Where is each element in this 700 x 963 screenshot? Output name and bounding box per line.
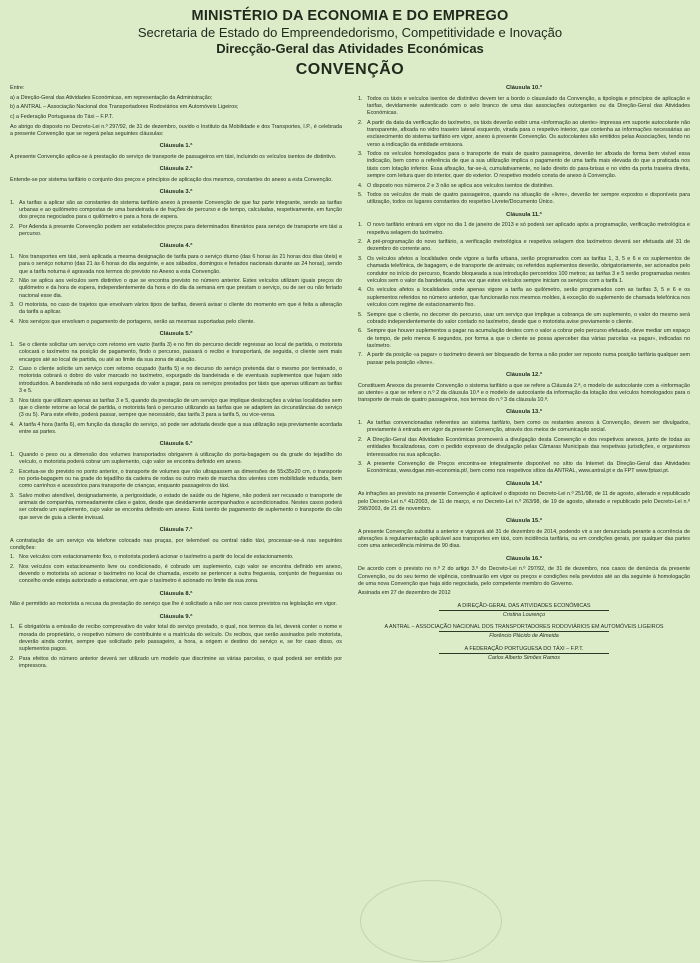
list-item: 2. A partir da data da verificação do taxímetro, os táxis deverão exibir uma «informação ao utente» impressa em suporte autocolante não transparente, afixada no vidro traseiro lateral esquerdo, virada para o respetivo interior, que contenha as informações necessárias ao esclarecimento do sistema tarifário em vigor, anexo à presente Convenção. Os autocolantes são emitidos pelas Associações, tendo no verso a indicação da entidade emissora. [358, 119, 690, 148]
list-item: 4. A tarifa 4 hora (tarifa 6), em função da duração do serviço, só pode ser adotada desde que a sua utilização seja previamente acordada entre as partes. [10, 421, 342, 435]
clause-11-title: Cláusula 11.ª [506, 211, 542, 218]
list-item: 2. Para efeitos do número anterior deverá ser utilizado um modelo que discrimine as várias parcelas, o qual poderá ser emitido por impressora. [10, 655, 342, 670]
list-item: 1. As tarifas a aplicar são as constantes do sistema tarifário anexo à presente Convenção de que faz parte integrante, sendo as tarifas urbanas e ao quilómetro compostas de uma bandeirada e de frações de percurso e de tempo, calculadas, respetivamente, em função dos preços negociados para o quilómetro e para a hora de espera. [10, 199, 342, 221]
embossed-seal [360, 880, 502, 962]
entre-label: Entre: [10, 85, 25, 91]
two-column-body [10, 85, 690, 673]
list-item: 1. As tarifas convencionadas referentes ao sistema tarifário, bem como os restantes anexos à Convenção, devem ser divulgados, previamente à entrada em vigor da presente Convenção, através dos meios de comunicação social. [358, 420, 690, 434]
clause-15-text: A presente Convenção substitui a anterior e vigorará até 31 de dezembro de 2014, podendo vir a ser denunciada perante a ocorrência de alterações à regulamentação aplicável aos transportes em táxi, com incidência tarifária, ou em condições gerais, por qualquer das partes com uma antecedência mínima de 90 dias. [358, 528, 690, 550]
list-item: 2. A pré-programação do novo tarifário, a verificação metrológica e respetiva selagem dos taxímetros deverá ser efetuada até 31 de dezembro do corrente ano. [358, 239, 690, 253]
document-title: CONVENÇÃO [295, 61, 405, 78]
signatures [358, 603, 690, 662]
clause-9-title: Cláusula 9.ª [159, 613, 193, 620]
clause-16-text: De acordo com o previsto no n.º 2 do artigo 3.º do Decreto-Lei n.º 297/92, de 31 de dezembro, nos casos de denúncia da presente Convenção, ou do seu termo de vigência, continuarão em vigor os preços e condições nela previstos até ao dia seguinte à homologação de uma nova Convenção que haja sido negociada, pelo competente membro do Governo. [358, 566, 690, 587]
signature-name: Carlos Alberto Simões Ramos [488, 654, 560, 661]
list-item: 4. Os veículos afetos a localidades onde apenas vigore a tarifa ao quilómetro, serão programados com as tarifas 3, 5 e 6 e os suplementos referidos no número anterior, que funcionarão nos mesmos moldes, à exceção do suplemento de chamada telefónica nos veículos com regime de estacionamento fixo. [358, 287, 690, 308]
clause-3-list [10, 200, 342, 239]
signature-org: A ANTRAL – ASSOCIAÇÃO NACIONAL DOS TRANSPORTADORES RODOVIÁRIOS EM AUTOMÓVEIS LIGEIROS [384, 624, 664, 631]
list-item: 1. Todos os táxis e veículos isentos de distintivo devem ter a bordo o clausulado da Convenção, a tipologia e princípios de aplicação e tarifas, devidamente autenticado com o selo branco de uma das associações outorgantes ou da Direção-Geral das Atividades Económicas. [358, 95, 690, 117]
signature-dgae [358, 603, 690, 619]
signature-fpt [358, 646, 690, 662]
list-item: 5. Sempre que o cliente, no decorrer do percurso, usar um serviço que implique a cobrança de um suplemento, o valor do mesmo será cobrado independentemente do valor contado no taxímetro, desde que o motorista avise previamente o cliente. [358, 311, 690, 325]
list-item: 3. O motorista, no caso de trajetos que envolvam vários tipos de tarifas, deverá avisar o cliente do momento em que é feita a alteração da tarifa a aplicar. [10, 302, 342, 316]
left-column [10, 85, 342, 673]
intro-paragraph: Ao abrigo do disposto no Decreto-Lei n.º 297/92, de 31 de dezembro, ouvido o Instituto da Mobilidade e dos Transportes, I.P., é celebrada a presente Convenção que se regerá pelas seguintes cláusulas: [10, 123, 342, 137]
clause-11-list [358, 222, 690, 367]
list-item: 5. Todos os veículos de mais de quatro passageiros, quando na situação de «livre», deverão ter sempre expostos e disponíveis para utilização, todos os lugares constantes do respetivo Livrete/Documento Único. [358, 192, 690, 206]
clause-13-title: Cláusula 13.ª [506, 409, 542, 416]
signing-date: Assinada em 27 de dezembro de 2012 [358, 590, 451, 597]
document-header [10, 8, 690, 79]
party-b: b) a ANTRAL – Associação Nacional dos Transportadores Rodoviários em Automóveis Ligeiros; [10, 104, 239, 111]
clause-13-list [358, 420, 690, 475]
signature-org: A DIREÇÃO-GERAL DAS ATIVIDADES ECONÓMICAS [457, 602, 591, 609]
list-item: 2. A Direção-Geral das Atividades Económicas promoverá a divulgação desta Convenção e dos respetivos anexos, junto de todas as entidades fiscalizadoras, com o pedido expresso de divulgação pelas Câmaras Municipais das respetivas jurisdições, e organismos interessados na sua aplicação. [358, 437, 690, 458]
clause-6-list [10, 452, 342, 522]
clause-10-title: Cláusula 10.ª [506, 85, 542, 91]
list-item: 2. Por Adenda à presente Convenção podem ser estabelecidos preços para determinados itinerários para serviço de transporte em táxi a percurso. [10, 223, 342, 238]
signature-name: Florêncio Plácido de Almeida [489, 633, 559, 640]
list-item: 2. Não se aplica aos veículos sem distintivo o que se encontra previsto no número anterior. Estes veículos utilizam iguais preços do quilómetro e da hora de espera, independentemente da hora e do dia da semana em que prestam o serviço, ou de ser ou não feriado nacional esse dia. [10, 278, 342, 299]
clause-15-title: Cláusula 15.ª [506, 518, 542, 525]
list-item: 2. Nos veículos com estacionamento livre ou condicionado, é cobrado um suplemento, cujo valor se encontra definido em anexo, devendo o motorista só acionar o taxímetro no local de chamada, exceto se pertencer a outra freguesia, conjunto de freguesias ou concelho onde esteja autorizado a estacionar, em que o taxímetro é acionado no limite da sua zona. [10, 564, 342, 585]
party-a: a) a Direção-Geral das Atividades Económicas, em representação da Administração; [10, 94, 213, 101]
right-column [358, 85, 690, 673]
clause-7-intro: A contratação de um serviço via telefone colocado nas praças, por telemóvel ou central rádio táxi, processar-se-á nas seguintes condições: [10, 537, 342, 551]
clause-9-list [10, 624, 342, 670]
list-item: 2. Caso o cliente solicite um serviço com retorno ocupado (tarifa 5) e no decurso do serviço pretenda dar o mesmo por terminado, o motorista cobrará o dobro do valor marcado no taxímetro, expurgado da bandeirada e de eventuais suplementos que hajam sido introduzidos. A bandeirada só não será expurgada do valor a pagar, para os serviços prestados por táxis que apenas utilizam as tarifas 3 e 5. [10, 366, 342, 394]
secretaria-name: Secretaria de Estado do Empreendedorismo, Competitividade e Inovação [137, 25, 563, 40]
direccao-name: Direcção-Geral das Atividades Económicas [216, 41, 484, 56]
clause-5-list [10, 342, 342, 436]
clause-4-list [10, 254, 342, 326]
list-item: 3. Nos táxis que utilizam apenas as tarifas 3 e 5, quando da prestação de um serviço que implique deslocações a várias localidades sem que o cliente retorne ao local de partida, o motorista fará o percurso utilizando as tarifas que se adaptem às circunstâncias do serviço (3 ou 5). Para este efeito, poderá passar, sempre que necessário, das tarifa 3 para a tarifa 5, ou vice-versa. [10, 397, 342, 418]
list-item: 3. A presente Convenção de Preços encontra-se integralmente disponível no sítio da Internet da Direção-Geral das Atividades Económicas, www.dgae.min-economia.pt/, bem como nos respetivos sítios da ANTRAL, www.antral.pt e da FPT www.fptaxi.pt. [358, 461, 690, 475]
signature-name: Cristina Lourenço [502, 611, 546, 618]
clause-4-title: Cláusula 4.ª [159, 243, 193, 250]
clause-3-title: Cláusula 3.ª [159, 188, 193, 195]
clause-8-title: Cláusula 8.ª [159, 590, 193, 597]
clause-7-title: Cláusula 7.ª [159, 526, 193, 533]
clause-16-title: Cláusula 16.ª [506, 555, 542, 562]
clause-5-title: Cláusula 5.ª [159, 331, 193, 338]
clause-2-text: Entende-se por sistema tarifário o conjunto dos preços e princípios de aplicação dos mesmos, constantes do anexo a esta Convenção. [10, 176, 333, 183]
list-item: 2. Excetua-se do previsto no ponto anterior, o transporte de volumes que não ultrapassem as dimensões de 55x35x20 cm, o transporte no porta-bagagem ou na grade do tejadilho da cadeira de rodas ou outro meio de marcha dos utentes com mobilidade reduzida, bem como carrinhos e acessórios para transporte de crianças, enquanto passageiros do táxi. [10, 468, 342, 490]
list-item: 7. A partir da posição «a pagar» o taxímetro deverá ser bloqueado de forma a não poder ser reposto numa posição tarifária qualquer sem passar pela posição «livre». [358, 352, 690, 366]
clause-12-title: Cláusula 12.ª [506, 371, 542, 378]
clause-2-title: Cláusula 2.ª [159, 165, 193, 172]
clause-10-list [358, 96, 690, 207]
list-item: 4. Nos serviços que envolvam o pagamento de portagens, serão as mesmas suportadas pelo cliente. [10, 319, 255, 326]
clause-14-text: As infrações ao previsto na presente Convenção é aplicável o disposto no Decreto-Lei n.º 251/98, de 11 de agosto, alterado e republicado pelo Decreto-Lei n.º 41/2003, de 11 de março, e no Decreto-Lei n.º 263/98, de 19 de agosto, alterado e republicado pelo Decreto-Lei n.º 298/2003, de 21 de novembro. [358, 491, 690, 512]
list-item: 6. Sempre que houver suplementos a pagar na acumulação destes com o valor a cobrar pelo percurso efetuado, deve mediar um espaço de tempo, de pelo menos 6 segundos, por forma a que o cliente se possa aperceber das várias parcelas «a pagar», indicadas no taxímetro. [358, 328, 690, 349]
party-c: c) a Federação Portuguesa do Táxi – F.P.T. [10, 113, 114, 120]
signature-org: A FEDERAÇÃO PORTUGUESA DO TÁXI – F.P.T. [464, 645, 584, 652]
list-item: 1. Quando o peso ou a dimensão dos volumes transportados obrigarem à utilização do porta-bagagem ou da grade do tejadilho do veículo, o motorista poderá cobrar um suplemento, cujo valor se encontra definido em anexo. [10, 451, 342, 466]
list-item: 1. Nos veículos com estacionamento fixo, o motorista poderá acionar o taxímetro a partir do local de estacionamento. [10, 554, 294, 561]
clause-6-title: Cláusula 6.ª [159, 441, 193, 448]
clause-14-title: Cláusula 14.ª [506, 480, 542, 487]
list-item: 3. Todos os veículos homologados para o transporte de mais de quatro passageiros, deverão ter afixada de forma bem visível essa indicação, bem como a referência de que a sua utilização implica o pagamento de uma tarifa mais elevada do que a praticada nos táxis com lotação inferior. Essa afixação, far-se-á, cumulativamente, no lado direito do para-brisas e no vidro da porta traseira direita, sempre com leitura quer do interior, quer do exterior. O respetivo modelo consta de anexo à Convenção. [358, 151, 690, 179]
clause-7-list [10, 554, 342, 585]
clause-12-text: Constituem Anexos da presente Convenção o sistema tarifário a que se refere a Cláusula 2.ª, o modelo de autocolante com a «informação ao utente» a que se refere o n.º 2 da cláusula 10.ª e o modelo de autocolante da informação da lotação dos veículos homologados para o transporte de mais de quatro passageiros, nos termos do n.º 3 da cláusula 10.ª. [358, 382, 690, 404]
clause-8-text: Não é permitido ao motorista a recusa da prestação do serviço que lhe é solicitado a não ser nos casos previstos na legislação em vigor. [10, 601, 337, 608]
signature-antral [358, 624, 690, 640]
list-item: 3. Salvo motivo atendível, designadamente, a perigosidade, o estado de saúde ou de higiene, não poderá ser recusado o transporte de animais de companhia, nomeadamente cães e gatos, desde que devidamente acompanhados e acondicionados. Nestes casos poderá ser cobrado um suplemento, cujo valor se encontra definido em anexo. Está isento de pagamento de suplemento o transporte do cão que serve de guia a cliente invisual. [10, 492, 342, 521]
ministry-name: MINISTÉRIO DA ECONOMIA E DO EMPREGO [191, 8, 509, 24]
list-item: 3. Os veículos afetos a localidades onde vigore a tarifa urbana, serão programados com as tarifas 1, 3, 5 e 6 e os suplementos de chamada telefónica, de bagagem, e de transporte de animais; os referidos suplementos deverão, obrigatoriamente, ser acionados pelo condutor no início do percurso, ficando bloqueada a sua introdução percorridos 100 metros; as tarifas 3 e 5 serão programadas nestes veículos sem o valor da bandeirada, uma vez que estes veículos sempre iniciam os serviços com a tarifa 1. [358, 256, 690, 284]
clause-1-title: Cláusula 1.ª [159, 142, 193, 149]
list-item: 1. Nos transportes em táxi, será aplicada a mesma designação de tarifa para o serviço diurno (das 6 horas às 21 horas dos dias úteis) e para o serviço noturno (das 21 às 6 horas do dia seguinte, e aos sábados, domingos e feriados nacionais durante as 24 horas), sendo que a tarifa noturna é agravada nos termos do previsto no Anexo a esta Convenção. [10, 254, 342, 275]
list-item: 1. É obrigatória a emissão de recibo comprovativo do valor total do serviço prestado, o qual, nos termos da lei, deverá conter o nome e morada do proprietário, o respetivo número de contribuinte e a matrícula do veículo. Os recibos, que serão assinados pelo motorista, deverão ainda conter, sempre que solicitado pelo passageiro, a hora, a origem e destino do serviço e, se for caso disso, os suplementos pagos. [10, 624, 342, 653]
list-item: 1. O novo tarifário entrará em vigor no dia 1 de janeiro de 2013 e só poderá ser aplicado após a programação, verificação metrológica e respetiva selagem do taxímetro. [358, 222, 690, 236]
list-item: 1. Se o cliente solicitar um serviço com retorno em vazio (tarifa 3) e no fim do percurso decidir regressar ao local de partida, o motorista colocará o taxímetro na posição de pagamento, findo o percurso, passará o recibo e transportará, de seguida, o cliente sem mais encargos até ao local de partida, ou até ao limite da sua zona de atuação. [10, 342, 342, 363]
clause-1-text: A presente Convenção aplica-se à prestação do serviço de transporte de passageiros em táxi, incluindo os veículos isentos de distintivo. [10, 153, 337, 160]
list-item: 4. O disposto nos números 2 e 3 não se aplica aos veículos isentos de distintivo. [358, 182, 554, 189]
